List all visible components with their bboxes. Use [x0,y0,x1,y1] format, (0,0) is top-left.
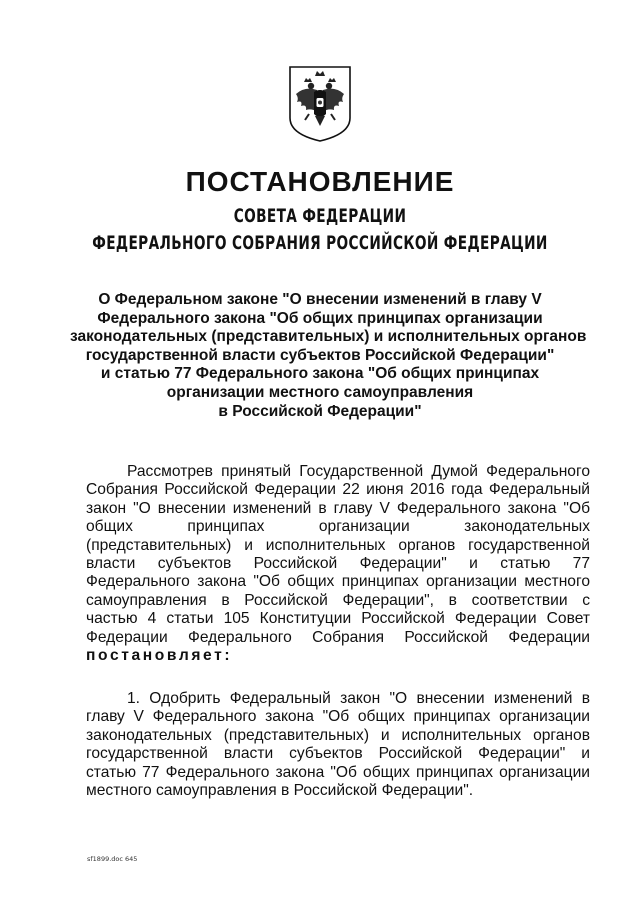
document-subtitle-assembly: ФЕДЕРАЛЬНОГО СОБРАНИЯ РОССИЙСКОЙ ФЕДЕРАЦИИ [92,232,548,254]
law-title-line: государственной власти субъектов Российской Федерации" [85,346,555,364]
paragraph-line: законодательных (представительных) и исполнительных органов [86,726,590,744]
paragraph-line: власти субъектов Российской Федерации" и статью 77 [86,555,590,573]
law-title-line: О Федеральном законе "О внесении изменений в главу V [98,291,542,308]
paragraph-line: государственной власти субъектов Российской Федерации" и [86,745,590,763]
law-title-line: в Российской Федерации" [218,402,422,420]
paragraph-line: Федерации Федерального Собрания Российской Федерации [86,628,590,646]
coat-of-arms-svg [287,64,353,144]
paragraph-line: 1. Одобрить Федеральный закон "О внесении изменений в [127,690,590,707]
document-footer-code: sf1899.doc 645 [87,855,138,863]
decree-word: постановляет: [86,647,233,665]
paragraph-line: статью 77 Федерального закона "Об общих принципах организации [86,763,590,781]
paragraph-line: самоуправления в Российской Федерации", в соответствии с [86,591,590,609]
paragraph-line: закон "О внесении изменений в главу V Федерального закона "Об [86,499,590,517]
law-title-line: Федерального закона "Об общих принципах организации [97,309,543,327]
law-title-line: и статью 77 Федерального закона "Об общих принципах [100,365,540,383]
law-title [70,291,587,421]
law-title-line: законодательных (представительных) и исполнительных органов [70,328,587,346]
paragraph-line: Федерального закона "Об общих принципах организации местного [86,573,590,591]
coat-of-arms-icon [287,64,353,144]
paragraph-line: главу V Федерального закона "Об общих принципах организации [86,708,590,726]
document-title: ПОСТАНОВЛЕНИЕ [185,166,455,197]
document-subtitle-council: СОВЕТА ФЕДЕРАЦИИ [233,205,407,227]
paragraph-preamble [86,463,590,665]
paragraph-line: Собрания Российской Федерации 22 июня 2016 года Федеральный [86,481,590,499]
law-title-line: организации местного самоуправления [166,383,474,401]
paragraph-line: частью 4 статьи 105 Конституции Российской Федерации Совет [86,610,590,628]
paragraph-item-1 [86,690,590,800]
paragraph-line: местного самоуправления в Российской Федерации". [86,782,474,800]
paragraph-line: общих принципах организации законодательных [86,518,590,536]
paragraph-line: Рассмотрев принятый Государственной Думой Федерального [127,463,590,480]
paragraph-line: (представительных) и исполнительных органов государственной [86,536,590,554]
